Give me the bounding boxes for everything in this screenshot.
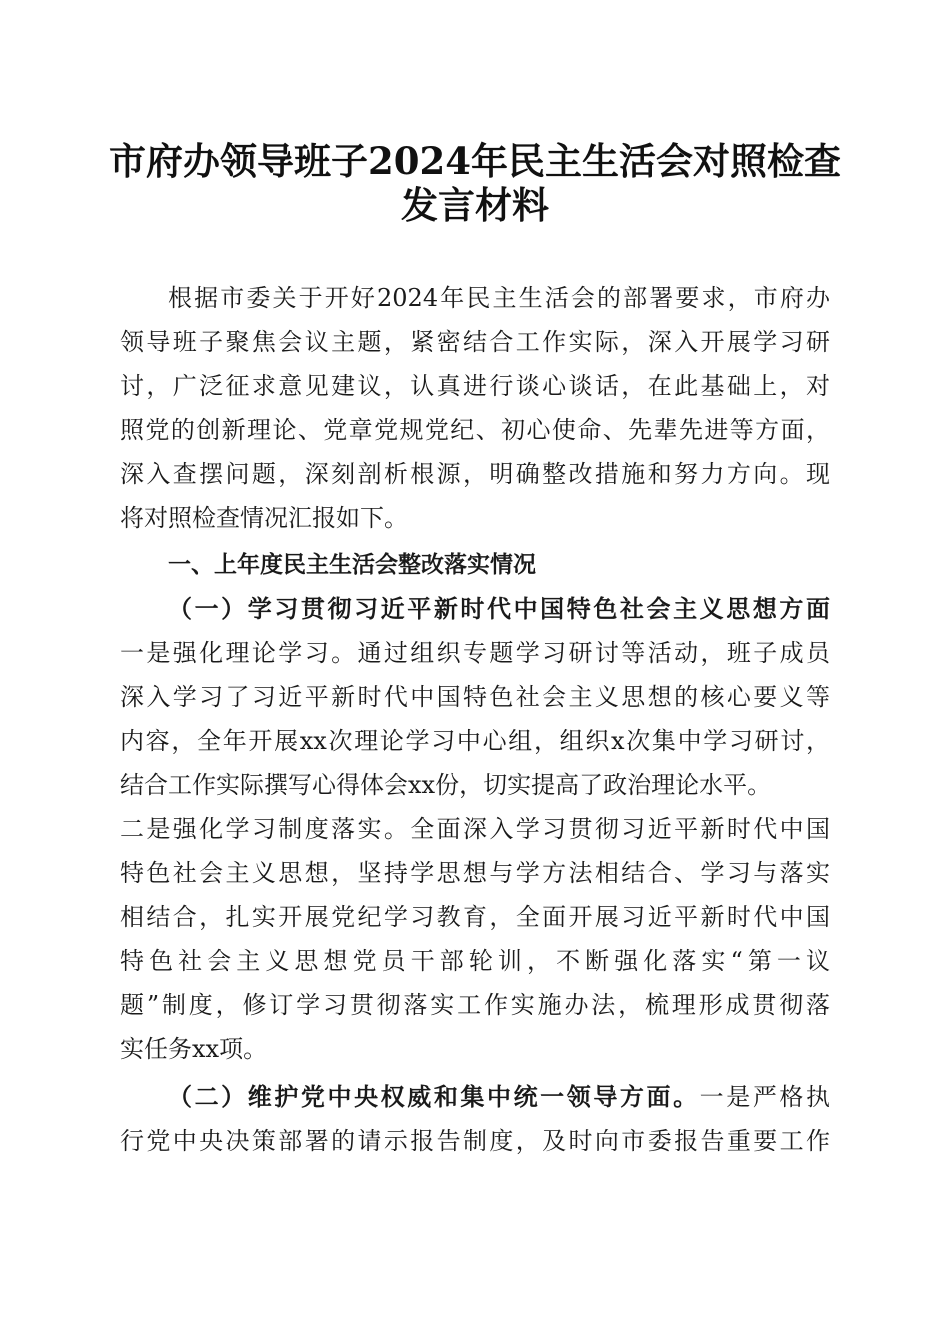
body-line: 特色社会主义思想，坚持学思想与学方法相结合、学习与落实	[120, 859, 830, 887]
subsection-heading: （一）学习贯彻习近平新时代中国特色社会主义思想方面	[168, 594, 830, 623]
document-title-line-2: 发言材料	[401, 183, 549, 227]
body-line: 二是强化学习制度落实。全面深入学习贯彻习近平新时代中国	[120, 815, 830, 843]
intro-line: 照党的创新理论、党章党规党纪、初心使命、先辈先进等方面，	[120, 416, 830, 444]
intro-line: 深入查摆问题，深刻剖析根源，明确整改措施和努力方向。现	[120, 460, 830, 488]
body-line: 实任务xx项。	[120, 1035, 268, 1063]
body-line: 题”制度，修订学习贯彻落实工作实施办法，梳理形成贯彻落	[120, 991, 830, 1019]
body-line: 特色社会主义思想党员干部轮训，不断强化落实“第一议	[120, 947, 830, 975]
intro-line: 领导班子聚焦会议主题，紧密结合工作实际，深入开展学习研	[120, 328, 830, 356]
subsection-2-first-line	[168, 1080, 830, 1114]
section-heading: 一、上年度民主生活会整改落实情况	[168, 552, 536, 578]
body-line: 相结合，扎实开展党纪学习教育，全面开展习近平新时代中国	[120, 903, 830, 931]
body-line: 深入学习了习近平新时代中国特色社会主义思想的核心要义等	[120, 683, 830, 711]
document-title-line-1: 市府办领导班子2024年民主生活会对照检查	[109, 139, 841, 183]
body-text: 一是严格执	[699, 1083, 831, 1111]
body-line: 一是强化理论学习。通过组织专题学习研讨等活动，班子成员	[120, 639, 830, 667]
subsection-heading: （二）维护党中央权威和集中统一领导方面。	[168, 1082, 700, 1111]
body-line: 结合工作实际撰写心得体会xx份，切实提高了政治理论水平。	[120, 771, 772, 799]
body-line: 内容，全年开展xx次理论学习中心组，组织x次集中学习研讨，	[120, 727, 830, 755]
intro-line: 将对照检查情况汇报如下。	[120, 504, 408, 532]
body-line: 行党中央决策部署的请示报告制度，及时向市委报告重要工作	[120, 1127, 830, 1155]
intro-line: 根据市委关于开好2024年民主生活会的部署要求，市府办	[168, 284, 830, 312]
intro-line: 讨，广泛征求意见建议，认真进行谈心谈话，在此基础上，对	[120, 372, 830, 400]
